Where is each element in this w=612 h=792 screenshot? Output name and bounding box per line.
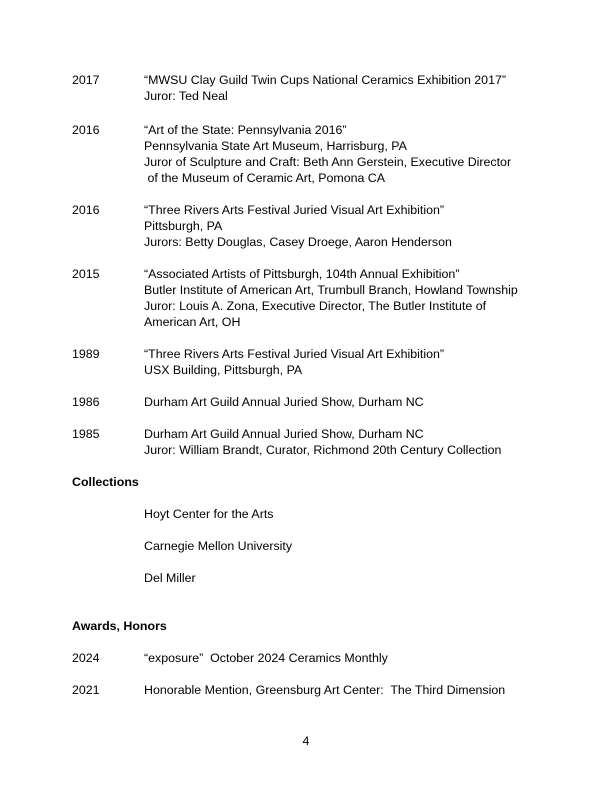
- entry-details: [144, 650, 554, 666]
- entry-line: Durham Art Guild Annual Juried Show, Durham NC: [144, 395, 424, 409]
- entry-line: USX Building, Pittsburgh, PA: [144, 363, 303, 377]
- awards-heading: Awards, Honors: [72, 619, 167, 633]
- entry-details: [144, 122, 554, 186]
- entry-year: 1989: [72, 347, 100, 361]
- entry-line: “Three Rivers Arts Festival Juried Visual Art Exhibition”: [144, 203, 445, 217]
- entry-line: Juror: Louis A. Zona, Executive Director, The Butler Institute of: [144, 299, 487, 313]
- entry-line: of the Museum of Ceramic Art, Pomona CA: [144, 171, 386, 185]
- entry-line: American Art, OH: [144, 315, 241, 329]
- entry-details: [144, 346, 554, 378]
- entry-year: 1985: [72, 427, 100, 441]
- collection-item: Carnegie Mellon University: [144, 539, 293, 553]
- entry-line: “Associated Artists of Pittsburgh, 104th Annual Exhibition”: [144, 267, 460, 281]
- entry-details: [144, 682, 554, 698]
- entry-line: Juror of Sculpture and Craft: Beth Ann Gerstein, Executive Director: [144, 155, 512, 169]
- entry-line: “Art of the State: Pennsylvania 2016”: [144, 123, 347, 137]
- entry-line: Butler Institute of American Art, Trumbull Branch, Howland Township: [144, 283, 518, 297]
- collections-heading: Collections: [72, 475, 139, 489]
- entry-line: “exposure” October 2024 Ceramics Monthly: [144, 651, 388, 665]
- entry-details: [144, 202, 554, 250]
- entry-details: [144, 266, 554, 330]
- entry-year: 2016: [72, 203, 100, 217]
- entry-year: 2024: [72, 651, 100, 665]
- page-number: 4: [302, 734, 310, 748]
- entry-year: 2021: [72, 683, 100, 697]
- entry-line: Jurors: Betty Douglas, Casey Droege, Aaron Henderson: [144, 235, 452, 249]
- collection-item: Del Miller: [144, 571, 196, 585]
- entry-line: “Three Rivers Arts Festival Juried Visual Art Exhibition”: [144, 347, 445, 361]
- entry-year: 1986: [72, 395, 100, 409]
- entry-line: Juror: Ted Neal: [144, 89, 228, 103]
- entry-details: [144, 72, 554, 104]
- entry-year: 2017: [72, 73, 100, 87]
- entry-line: Honorable Mention, Greensburg Art Center: The Third Dimension: [144, 683, 506, 697]
- entry-line: Juror: William Brandt, Curator, Richmond 20th Century Collection: [144, 443, 502, 457]
- entry-details: [144, 394, 554, 410]
- entry-year: 2016: [72, 123, 100, 137]
- entry-line: Durham Art Guild Annual Juried Show, Durham NC: [144, 427, 424, 441]
- entry-line: Pennsylvania State Art Museum, Harrisburg, PA: [144, 139, 407, 153]
- collection-item: Hoyt Center for the Arts: [144, 507, 274, 521]
- entry-year: 2015: [72, 267, 100, 281]
- entry-details: [144, 426, 554, 458]
- entry-line: “MWSU Clay Guild Twin Cups National Ceramics Exhibition 2017”: [144, 73, 506, 87]
- entry-line: Pittsburgh, PA: [144, 219, 223, 233]
